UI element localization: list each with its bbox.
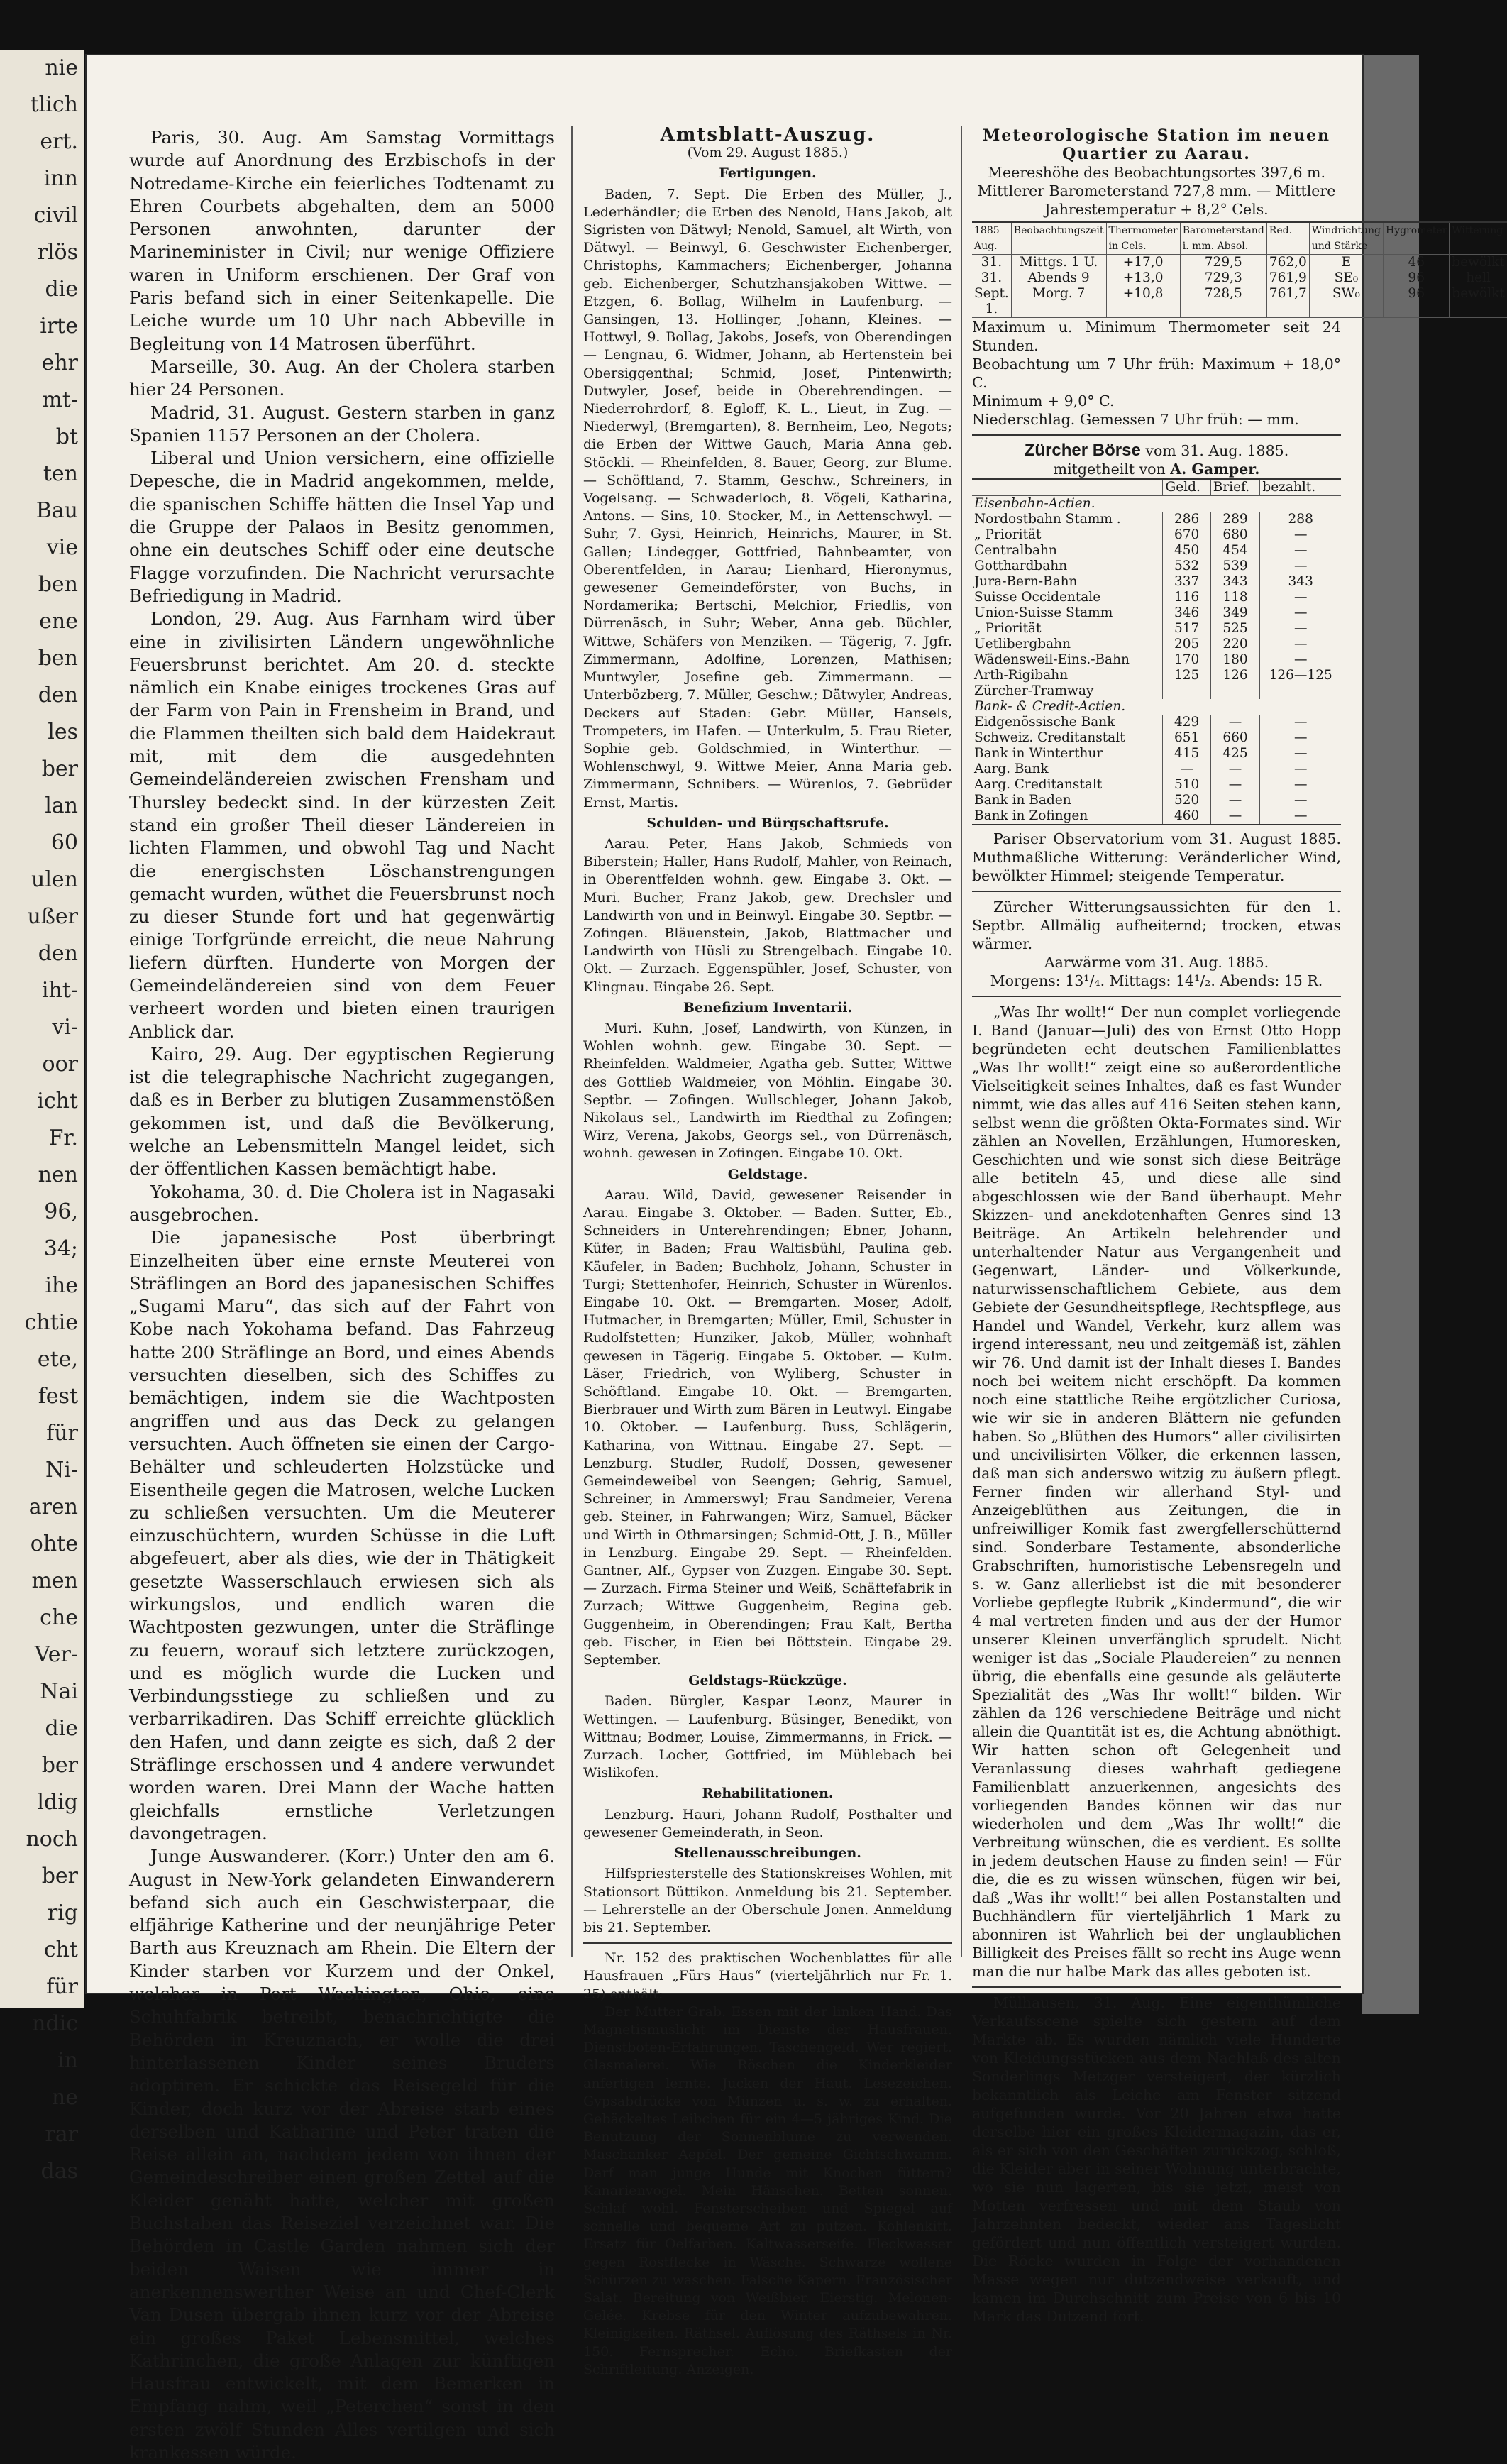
boerse-value: 220 — [1210, 637, 1260, 652]
met-cell: SE₀ — [1309, 270, 1383, 286]
margin-fragment: aren — [28, 1495, 78, 1519]
boerse-table — [972, 478, 1341, 825]
section-text: Muri. Kuhn, Josef, Landwirth, von Künzen, in Wohlen wohnh. gew. Eingabe 30. Sept. — Rheinfelden. Waldmeier, Agatha geb. Sutter, Wittwe des Gottlieb Waldmeier, von Möhlin. Eingabe 30. Septbr. — Zofingen. Wullschleger, Johann Jakob, Nikolaus sel., Landwirth im Riedthal zu Zofingen; Wirz, Verena, Jakobs, Georgs sel., von Dürrenäsch, wohnh. gewesen in Zofingen. Eingabe 10. Okt. — [583, 1020, 952, 1162]
margin-fragment: Ni- — [45, 1458, 78, 1483]
met-cell: 762,0 — [1266, 255, 1309, 271]
boerse-value: 429 — [1163, 715, 1210, 730]
margin-fragment: cht — [43, 1937, 78, 1962]
margin-fragment: icht — [37, 1089, 78, 1113]
margin-fragment: noch — [26, 1827, 78, 1852]
boerse-security-name: Eidgenössische Bank — [974, 715, 1115, 730]
column-divider-1 — [571, 126, 573, 1957]
margin-fragment: den — [38, 941, 78, 966]
boerse-value: 116 — [1163, 590, 1210, 605]
boerse-group-label: Bank- & Credit-Actien. — [974, 699, 1126, 714]
margin-fragment: rlös — [37, 240, 78, 265]
margin-fragment: ber — [41, 1864, 78, 1888]
section-heading: Stellenausschreibungen. — [674, 1845, 861, 1861]
boerse-header-cell — [972, 479, 1163, 496]
met-footer-line: Minimum + 9,0° C. — [972, 392, 1115, 409]
boerse-security-name: Aarg. Bank — [974, 761, 1049, 776]
boerse-security-name: Gotthardbahn — [974, 559, 1068, 573]
boerse-value: 454 — [1210, 543, 1260, 559]
boerse-value: — — [1260, 715, 1341, 730]
met-footer-line: Niederschlag. Gemessen 7 Uhr früh: — mm. — [972, 411, 1299, 428]
boerse-row — [972, 559, 1341, 574]
boerse-value: 125 — [1163, 668, 1210, 683]
margin-fragment: Ver- — [34, 1642, 78, 1667]
review-was-ihr-wollt: „Was Ihr wollt!“ Der nun complet vorliegende I. Band (Januar—Juli) des von Ernst Otto Hopp begründeten echt deutschen Familienblattes „Was Ihr wollt!“ zeigt eine so außerordentliche Vielseitigkeit seines Inhaltes, daß es fast Wunder nimmt, wie das alles auf 416 Seiten stehen kann, selbst wenn die größten Okta-Formates sind. Wir zählen an Novellen, Erzählungen, Humoresken, Geschichten und wie sonst sich diese Beiträge alle betiteln 45, und diese alle sind abgeschlossen wie der Band überhaupt. Mehr Skizzen- und anekdotenhaften Genres sind 13 Beiträge. An Artikeln belehrender und unterhaltender Natur aus Vergangenheit und Gegenwart, Länder- und Völkerkunde, naturwissenschaftlichem Gebiete, aus dem Gebiete der Gesundheitspflege, Rechtspflege, aus Handel und Wandel, Verkehr, kurz allem was irgend interessant, neu und zeitgemäß ist, zählen wir 76. Und damit ist der Inhalt dieses I. Bandes noch bei weitem nicht erschöpft. Da kommen noch eine stattliche Reihe ergötzlicher Curiosa, wie wir sie in anderen Blättern nie gefunden haben. So „Blüthen des Humors“ aller civilisirten und uncivilisirten Völker, die erkennen lassen, daß man sich anderswo witzig zu äußern pflegt. Ferner finden wir allerhand Styl- und Anzeigeblüthen aus Zeitungen, die in unfreiwilliger Komik fast zwergfellerschütternd sind. Sonderbare Testamente, absonderliche Grabschriften, humoristische Lebensregeln und s. w. Ganz allerliebst ist die mit besonderer Vorliebe gepflegte Rubrik „Kindermund“, die wir 4 mal vertreten finden und aus der der Humor unserer Kleinen unverfänglich sprudelt. Nicht weniger ist das „Sociale Plaudereien“ zu nennen übrig, die ebenfalls eine gesunde als geläuterte Spezialität des „Was Ihr wollt!“ bilden. Wir zählen da 126 verschiedene Beiträge und nicht allein die Quantität ist es, die Achtung abnöthigt. Wir hatten schon oft Gelegenheit und Veranlassung dieses wahrhaft gediegene Familienblatt anzuerkennen, angesichts des vorliegenden Bandes können wir das nur wiederholen und dem „Was Ihr wollt!“ die Verbreitung wünschen, die es verdient. Es sollte in jedem deutschen Hause zu finden sein! — Für die, die es zu wissen wünschen, fügen wir bei, daß „Was ihr wollt!“ bei allen Postanstalten und Buchhändlern für vierteljährlich 1 Mark zu abonniren ist Wahrlich bei der unglaublichen Billigkeit des Preises fällt so recht ins Auge wenn man die nur halbe Mark das alles geboten ist. — [972, 1003, 1341, 1980]
section-text: Aarau. Wild, David, gewesener Reisender in Aarau. Eingabe 3. Oktober. — Baden. Sutter, Eb., Schneiders in Unterehrendingen; Ebner, Johann, Küfer, in Baden; Frau Waltisbühl, Paulina geb. Käufeler, in Baden; Buchholz, Johann, Schuster in Turgi; Stettenhofer, Heinrich, Schuster in Würenlos. Eingabe 10. Okt. — Bremgarten. Moser, Adolf, Hutmacher, in Bremgarten; Müller, Emil, Schuster in Rudolfstetten; Hunziker, Jakob, Müller, wohnhaft gewesen in Tägerig. Eingabe 5. Oktober. — Kulm. Läser, Friedrich, von Wyliberg, Schuster in Schöftland. Eingabe 10. Okt. — Bremgarten, Bierbrauer und Wirth zum Bären in Leutwyl. Eingabe 10. Oktober. — Laufenburg. Buss, Schlägerin, Katharina, von Wittnau. Eingabe 27. Sept. — Lenzburg. Studler, Rudolf, Dossen, gewesener Gemeindeweibel von Seengen; Gehrig, Samuel, Schreiner, in Ammerswyl; Frau Sandmeier, Verena geb. Steiner, in Fahrwangen; Wirz, Samuel, Bäcker und Wirth in Othmarsingen; Schmid-Ott, J. B., Müller in Lenzburg. Eingabe 29. Sept. — Rheinfelden. Gantner, Alf., Gypser von Zuzgen. Eingabe 30. Sept. — Zurzach. Firma Steiner und Weiß, Schäftefabrik in Zurzach; Wittwe Guggenheim, Regina geb. Guggenheim, in Oberendingen; Frau Kalt, Bertha geb. Fischer, in Eien bei Böttstein. Eingabe 29. September. — [583, 1187, 952, 1668]
aarwaerme-text: Morgens: 13¹/₄. Mittags: 14¹/₂. Abends: 15 R. — [990, 972, 1323, 989]
article-paragraph: Liberal und Union versichern, eine offizielle Depesche, die in Madrid angekommen, melde, die spanischen Schiffe hätten die Insel Yap und die Gruppe der Palaos in Besitz genommen, ohne ein deutsches Schiff oder eine deutsche Flagge vorzufinden. Die Nachricht verursachte Befriedigung in Madrid. — [129, 448, 555, 606]
boerse-row — [972, 808, 1341, 825]
divider — [972, 996, 1341, 997]
margin-fragment: 60 — [50, 830, 78, 855]
boerse-row — [972, 637, 1341, 652]
boerse-security-name: Uetlibergbahn — [974, 637, 1071, 651]
met-cell: +17,0 — [1106, 255, 1180, 271]
met-cell: 31. — [981, 255, 1003, 270]
left-page-margin-strip — [0, 50, 84, 2184]
met-cell: 728,5 — [1180, 286, 1266, 318]
met-footer — [972, 318, 1341, 429]
boerse-security-name: Bank in Zofingen — [974, 808, 1088, 823]
divider — [583, 1942, 952, 1944]
met-cell: 761,9 — [1266, 270, 1309, 286]
boerse-value — [1210, 683, 1260, 699]
article-paragraph: Die japanesische Post überbringt Einzelheiten über eine ernste Meuterei von Sträflingen an Bord des japanesischen Schiffes „Sugami Maru“, das sich auf der Fahrt von Kobe nach Yokohama befand. Das Fahrzeug hatte 200 Sträflinge an Bord, und eines Abends versuchten dieselben, sich des Schiffes zu bemächtigen, indem sie die Wachtposten angriffen und aus das Deck zu gelangen versuchten. Auch öffneten sie einen der Cargo-Behälter und schleuderten Holzstücke und Eisentheile gegen die Matrosen, welche Lucken zu schließen versuchten. Um die Meuterer einzuschüchtern, wurden Schüsse in die Luft abgefeuert, aber als dies, wie der in Thätigkeit gesetzte Wasserschlauch erwiesen sich als wirkungslos, und endlich waren die Wachtposten gezwungen, unter die Sträflinge zu feuern, worauf sich letztere zurückzogen, und es möglich wurde die Lucken und Verbindungsstiege zu schließen und zu verbarrikadiren. Das Schiff erreichte glücklich den Hafen, und dann zeigte es sich, daß 2 der Sträflinge erschossen und 4 andere verwundet worden waren. Drei Mann der Wache hatten gleichfalls ernstliche Verletzungen davongetragen. — [129, 1227, 555, 1844]
column-divider-2 — [961, 126, 962, 1957]
boerse-security-name: Schweiz. Creditanstalt — [974, 730, 1125, 745]
boerse-row — [972, 621, 1341, 637]
margin-fragment: ert. — [40, 129, 78, 154]
boerse-value: — — [1210, 761, 1260, 777]
boerse-row — [972, 527, 1341, 543]
margin-fragment: inn — [43, 166, 78, 191]
margin-fragment: ten — [43, 461, 78, 486]
amtsblatt-title: Amtsblatt-Auszug. — [660, 124, 876, 145]
boerse-value: — — [1210, 715, 1260, 730]
boerse-value: — — [1260, 730, 1341, 746]
boerse-value: 346 — [1163, 605, 1210, 621]
margin-fragment: bt — [55, 424, 78, 449]
amtsblatt-sections — [583, 165, 952, 1937]
aarwaerme-title: Aarwärme vom 31. Aug. 1885. — [1044, 954, 1269, 971]
amtsblatt-date: (Vom 29. August 1885.) — [687, 145, 849, 161]
margin-fragment: Nai — [40, 1679, 78, 1704]
margin-fragment: Fr. — [48, 1126, 78, 1150]
met-cell: Morg. 7 — [1011, 286, 1106, 318]
section-text: Baden, 7. Sept. Die Erben des Müller, J., Lederhändler; die Erben des Nenold, Hans Jakob, alt Sigristen von Dätwyl; Nenold, Samuel, alt Wirth, von Dätwyl. — Beinwyl, 6. Geschwister Eichenberger, Christophs, Kammachers; Eichenberger, Johanna geb. Eichenberger, Schutzhansjakoben Wittwe. — Etzgen, 6. Bollag, Wilhelm in Laufenburg. — Gansingen, 13. Hollinger, Johann, Kleines. — Hottwyl, 9. Bollag, Jakobs, Josefs, von Oberendingen — Lengnau, 6. Widmer, Johann, ab Hertenstein bei Obersiggenthal; Schmid, Josef, Pintenwirth; Dutwyler, Josef, beide in Oberehrendingen. — Niederrohrdorf, 8. Egloff, K. L., Lieut, in Zug. — Niederwyl, (Bremgarten), 8. Bernheim, Leo, Negots; die Erben der Wittwe Gauch, Maria Anna geb. Stöckli. — Rheinfelden, 8. Bauer, Georg, zur Blume. — Schöftland, 7. Stamm, Geschw., Schreiners, in Vogelsang. — Schwaderloch, 8. Vögeli, Katharina, Antons. — Sins, 10. Stocker, M., in Aettenschwyl. — Suhr, 7. Gysi, Heinrich, Heinrichs, Maurer, in St. Gallen; Lindegger, Gottfried, Bahnbeamter, von Oberentfelden, in Aarau; Lienhard, Hieronymus, gewesener Gemeindeförster, von Buchs, in Nordamerika; Bertschi, Melchior, Friedlis, von Dürrenäsch, in Suhr; Weber, Anna geb. Büchler, Wittwe, Schäfers von Menziken. — Tägerig, 7. Jgfr. Zimmermann, Adolfine, Lorenzen, Mathisen; Muntwyler, Josefine geb. Zimmermann. — Unterbözberg, 7. Müller, Geschw.; Dätwyler, Andreas, Deckers auf Staden: Gebr. Müller, Hansels, Trompeters, im Hafen. — Unterkulm, 5. Frau Rieter, Sophie geb. Goldschmied, in Winterthur. — Wohlenschwyl, 9. Wittwe Meier, Anna Maria geb. Zimmermann, Schnibers. — Würenlos, 7. Gebrüder Ernst, Martis. — [583, 186, 952, 810]
boerse-byline — [972, 460, 1341, 478]
met-footer-line: Maximum u. Minimum Thermometer seit 24 Stunden. — [972, 319, 1341, 354]
boerse-row — [972, 793, 1341, 808]
boerse-value: 460 — [1163, 808, 1210, 825]
boerse-value: — — [1210, 808, 1260, 825]
met-header-cell: Beobachtungszeit — [1011, 222, 1106, 255]
margin-fragment: das — [40, 2159, 78, 2184]
muelhausen-article: Mülhausen, 31. Aug. Eine eigenthümliche Verkaufsscene spielte sich gestern auf dem Markte ab. Es wurden nämlich viele Hunderte von Kleidungsstücken aus dem Nachlaß des alten Sonderlings Metzger versteigert, der kürzlich bekanntlich als Leiche am Fenster sitzend aufgefunden wurde. Vor 20 Jahren etwa hatte derselbe hier ein großes Kleidermagazin, das er, als er sich von den Geschäften zurückzog, schloß, die Kleider aber in seiner Wohnung unterbrachte, wo sie nun lagerten, bis sie jetzt, meist von Motten verfressen und mit dem Staub von Jahrzehnten bedeckt, wieder ans Tageslicht gefördert und nun öffentlich versteigert wurden. Die Röcke wurden in Folge der vorhandenen Masse wegen nur dutzendweise verkauft, und kamen im Durchschnitt zum Preise von 6 bis 10 Mark das Dutzend fort. — [972, 1994, 1341, 2325]
margin-fragment: ben — [38, 572, 78, 597]
boerse-security-name: Nordostbahn Stamm . — [974, 512, 1121, 527]
article-paragraph: London, 29. Aug. Aus Farnham wird über eine in zivilisirten Ländern ungewöhnliche Feuersbrunst berichtet. Am 20. d. steckte nämlich ein Knabe einiges trockenes Gras auf der Farm von Pain in Frensheim in Brand, und die Flammen theilten sich bald dem Haidekraut mit, mit dem die ausgedehnten Gemeindeländereien zwischen Frensham und Thursley bedeckt sind. In der kürzesten Zeit stand ein großer Theil dieser Ländereien in lichten Flammen, und obwohl Tag und Nacht die energischsten Löschanstrengungen gemacht wurden, wüthet die Feuersbrunst noch zu dieser Stunde fort und hat gegenwärtig einige Torfgründe erreicht, die neue Nahrung liefern dürften. Hunderte von Morgen der Gemeindeländereien sind von dem Feuer verheert worden und bieten einen traurigen Anblick dar. — [129, 608, 555, 1042]
boerse-value: 520 — [1163, 793, 1210, 808]
article-paragraph: Kairo, 29. Aug. Der egyptischen Regierung ist die telegraphische Nachricht zugegangen, daß es in Berber zu blutigen Zusammenstößen gekommen ist, und daß die Bevölkerung, welche an Lebensmitteln Mangel leidet, sich der öffentlichen Kassen bemächtigt habe. — [129, 1043, 555, 1179]
margin-fragment: ulen — [31, 867, 78, 892]
newspaper-page — [87, 55, 1505, 2463]
boerse-header-cell: Brief. — [1210, 479, 1260, 496]
section-heading: Geldstags-Rückzüge. — [688, 1673, 847, 1689]
boerse-value: 450 — [1163, 543, 1210, 559]
boerse-group-label: Eisenbahn-Actien. — [974, 496, 1095, 511]
boerse-value: 180 — [1210, 652, 1260, 668]
boerse-row — [972, 652, 1341, 668]
margin-fragment: die — [45, 277, 78, 302]
section-text: Aarau. Peter, Hans Jakob, Schmieds von Biberstein; Haller, Hans Rudolf, Mahler, von Reinach, in Oberentfelden wohnh. gew. Eingabe 3. Okt. — Muri. Bucher, Franz Jakob, gew. Drechsler und Landwirth von und in Beinwyl. Eingabe 30. Septbr. — Zofingen. Bläuenstein, Jakob, Blattmacher und Landwirth von Hüsli zu Strengelbach. Eingabe 10. Okt. — Zurzach. Eggenspühler, Josef, Schuster, von Klingnau. Eingabe 26. Sept. — [583, 835, 952, 995]
met-cell: Sept. 1. — [974, 286, 1009, 317]
boerse-security-name: Zürcher-Tramway — [974, 683, 1094, 698]
boerse-date: vom 31. Aug. 1885. — [1145, 442, 1289, 459]
boerse-security-name: „ Priorität — [974, 527, 1042, 542]
boerse-value: — — [1260, 543, 1341, 559]
boerse-value: — — [1260, 808, 1341, 825]
boerse-value: 337 — [1163, 574, 1210, 590]
margin-fragment: iht- — [41, 978, 78, 1003]
article-paragraph: Paris, 30. Aug. Am Samstag Vormittags wurde auf Anordnung des Erzbischofs in der Notredame-Kirche ein feierliches Todtenamt zu Ehren Courbets abgehalten, dem an 5000 Personen anwohnten, darunter der Marineminister in Civil; nur wenige Offiziere waren in Uniform erschienen. Der Graf von Paris befand sich in einer Seitenkapelle. Die Leiche wurde um 10 Uhr nach Abbeville in Begleitung von 14 Matrosen überführt. — [129, 127, 555, 354]
section-heading: Schulden- und Bürgschaftsrufe. — [646, 815, 889, 831]
boerse-security-name: Union-Suisse Stamm — [974, 605, 1113, 620]
met-cell: bewölkt — [1450, 286, 1507, 318]
boerse-value: 286 — [1163, 512, 1210, 527]
boerse-row — [972, 668, 1341, 683]
boerse-value: 532 — [1163, 559, 1210, 574]
section-heading: Benefizium Inventarii. — [683, 999, 853, 1016]
boerse-value: 126—125 — [1260, 668, 1341, 683]
boerse-value: 517 — [1163, 621, 1210, 637]
met-cell: +13,0 — [1106, 270, 1180, 286]
byline-label: mitgetheilt von — [1053, 461, 1166, 478]
boerse-value: 660 — [1210, 730, 1260, 746]
margin-fragment: ihe — [45, 1273, 78, 1298]
section-heading: Rehabilitationen. — [702, 1786, 834, 1802]
met-line-2: Mittlerer Barometerstand 727,8 mm. — Mittlere Jahrestemperatur + 8,2° Cels. — [977, 182, 1336, 218]
boerse-row — [972, 777, 1341, 793]
met-cell: 761,7 — [1266, 286, 1309, 318]
section-heading: Fertigungen. — [719, 165, 817, 182]
byline-name: A. Gamper. — [1170, 461, 1260, 478]
margin-fragment: lan — [45, 793, 78, 818]
boerse-value: 126 — [1210, 668, 1260, 683]
boerse-value: — — [1260, 605, 1341, 621]
boerse-value: 510 — [1163, 777, 1210, 793]
margin-fragment: men — [31, 1568, 78, 1593]
pariser-observatorium: Pariser Observatorium vom 31. August 1885. Muthmaßliche Witterung: Veränderlicher Wind, bewölkter Himmel; steigende Temperatur. — [972, 830, 1341, 884]
margin-fragment: mt- — [42, 387, 78, 412]
boerse-value: 525 — [1210, 621, 1260, 637]
boerse-value: — — [1260, 637, 1341, 652]
margin-fragment: ldig — [37, 1790, 78, 1815]
met-cell: E — [1309, 255, 1383, 271]
boerse-row — [972, 574, 1341, 590]
margin-fragment: für — [46, 1974, 78, 1999]
boerse-value: — — [1260, 761, 1341, 777]
margin-fragment: rig — [47, 1901, 78, 1925]
boerse-value: 343 — [1260, 574, 1341, 590]
boerse-security-name: Wädensweil-Eins.-Bahn — [974, 652, 1130, 667]
boerse-value: 289 — [1210, 512, 1260, 527]
boerse-value: — — [1260, 527, 1341, 543]
boerse-value: — — [1210, 793, 1260, 808]
section-heading: Geldstage. — [727, 1166, 808, 1182]
met-header-cell: Hygrometer — [1384, 222, 1450, 255]
margin-fragment: les — [48, 720, 78, 744]
ad-lead: Nr. 152 des praktischen Wochenblattes für alle Hausfrauen „Fürs Haus“ (vierteljährlich nur Fr. 1. 25) enthält: — [583, 1950, 952, 2002]
boerse-value: 118 — [1210, 590, 1260, 605]
met-cell: 729,3 — [1180, 270, 1266, 286]
boerse-value: — — [1210, 777, 1260, 793]
boerse-row — [972, 512, 1341, 527]
met-header-cell: Red. — [1266, 222, 1309, 255]
boerse-value: — — [1260, 746, 1341, 761]
boerse-header-cell: Geld. — [1163, 479, 1210, 496]
met-station-title: Meteorologische Station im neuen Quartier zu Aarau. — [982, 126, 1331, 163]
boerse-value: — — [1260, 559, 1341, 574]
boerse-value: 349 — [1210, 605, 1260, 621]
margin-fragment: vie — [46, 535, 78, 560]
boerse-row — [972, 761, 1341, 777]
margin-fragment: ndic — [32, 2011, 78, 2036]
boerse-value: — — [1260, 777, 1341, 793]
boerse-security-name: Aarg. Creditanstalt — [974, 777, 1103, 792]
boerse-header-cell: bezahlt. — [1260, 479, 1341, 496]
met-cell: 96 — [1384, 286, 1450, 318]
margin-fragment: irte — [40, 314, 78, 339]
zuercher-witterung: Zürcher Witterungsaussichten für den 1. Septbr. Allmälig aufheiternd; trocken, etwas wärmer. — [972, 898, 1341, 952]
article-paragraph: Junge Auswanderer. (Korr.) Unter den am 6. August in New-York gelandeten Einwanderern befand sich auch ein Geschwisterpaar, die elfjährige Katherine und der neunjährige Peter Barth aus Kreuznach am Rhein. Die Eltern der Kinder starben vor Kurzem und der Onkel, welcher in Port Washington, Ohio, eine Schuhfabrik betreibt, benachrichtigte die Behörden in Kreuznach, er wolle die drei hinterlassenen Kinder seines Bruders adoptiren. Er schickte das Reisegeld für die Kinder, doch kurz vor der Abreise starb eines derselben und Katharine und Peter traten die Reise allein an, nachdem jedem von ihnen der Gemeindeschreiber einen großen Zettel auf die Kleider genäht hatte, welcher mit großen Buchstaben das Reiseziel verzeichnet war. Die Behörden in Castle Garden nahmen sich der beiden Waisen wie immer in anerkennenswerther Weise an und Chef-Clerk Van Dusen übergab ihnen kurz vor der Abreise ein großes Paket Lebensmittel, welches Kathrinchen, die große Anlagen zur künftigen Hausfrau entwickelt, mit dem Bemerken in Empfang nahm, weil „Peterchen“ sonst in den ersten zwölf Stunden Alles vertilgen und sich krankessen würde. — [129, 1846, 555, 2463]
met-row — [972, 255, 1507, 271]
divider — [972, 891, 1341, 892]
margin-fragment: ber — [41, 757, 78, 781]
boerse-value: 425 — [1210, 746, 1260, 761]
boerse-value: 205 — [1163, 637, 1210, 652]
margin-fragment: ne — [51, 2085, 78, 2110]
section-text: Baden. Bürgler, Kaspar Leonz, Maurer in Wettingen. — Laufenburg. Büsinger, Benedikt, von Wittnau; Bodmer, Louise, Zimmermanns, in Frick. — Zurzach. Locher, Gottfried, im Mühlebach bei Wislikofen. — [583, 1693, 952, 1781]
met-cell: 96 — [1384, 270, 1450, 286]
margin-fragment: für — [46, 1421, 78, 1446]
met-cell: +10,8 — [1106, 286, 1180, 318]
boerse-row — [972, 543, 1341, 559]
article-paragraph: Yokohama, 30. d. Die Cholera ist in Nagasaki ausgebrochen. — [129, 1181, 555, 1225]
met-row — [972, 270, 1507, 286]
margin-fragment: in — [57, 2048, 78, 2073]
boerse-value — [1163, 683, 1210, 699]
margin-fragment: 96, — [44, 1199, 78, 1224]
boerse-value: 170 — [1163, 652, 1210, 668]
met-cell: 31. — [981, 270, 1003, 285]
margin-fragment: ehr — [41, 351, 78, 375]
margin-fragment: 34; — [43, 1236, 78, 1261]
boerse-value: — — [1163, 761, 1210, 777]
met-table — [972, 221, 1507, 318]
boerse-value — [1260, 683, 1341, 699]
boerse-value: 343 — [1210, 574, 1260, 590]
margin-fragment: vi- — [52, 1015, 78, 1040]
met-cell: Abends 9 — [1011, 270, 1106, 286]
boerse-security-name: „ Priorität — [974, 621, 1042, 636]
met-cell: 729,5 — [1180, 255, 1266, 271]
met-cell: 46 — [1384, 255, 1450, 271]
section-text: Hilfspriesterstelle des Stationskreises Wohlen, mit Stationsort Büttikon. Anmeldung bis 21. September. — Lehrerstelle an der Oberschule Jonen. Anmeldung bis 21. September. — [583, 1866, 952, 1935]
margin-fragment: che — [40, 1605, 78, 1630]
article-paragraph: Marseille, 30. Aug. An der Cholera starben hier 24 Personen. — [129, 356, 555, 400]
margin-fragment: ußer — [27, 904, 78, 929]
met-line-1: Meereshöhe des Beobachtungsortes 397,6 m. — [988, 164, 1325, 181]
met-row — [972, 286, 1507, 318]
met-header-cell: 1885 Aug. — [972, 222, 1011, 255]
boerse-security-name: Suisse Occidentale — [974, 590, 1101, 605]
margin-fragment: ene — [39, 609, 78, 634]
section-text: Lenzburg. Hauri, Johann Rudolf, Posthalter und gewesener Gemeinderath, in Seon. — [583, 1806, 952, 1840]
boerse-value: 670 — [1163, 527, 1210, 543]
margin-fragment: Bau — [35, 498, 78, 523]
met-header-cell: Thermometer in Cels. — [1106, 222, 1180, 255]
met-header-cell: Barometerstand i. mm. Absol. — [1180, 222, 1266, 255]
margin-fragment: nie — [45, 55, 78, 80]
margin-fragment: ohte — [30, 1531, 78, 1556]
margin-fragment: rar — [45, 2122, 78, 2147]
boerse-value: — — [1260, 590, 1341, 605]
margin-fragment: die — [45, 1716, 78, 1741]
met-header-cell: Windrichtung und Stärke — [1309, 222, 1383, 255]
right-page-edge — [1362, 55, 1419, 2014]
met-cell: bewölkt — [1450, 255, 1507, 271]
boerse-heading — [972, 441, 1341, 460]
divider — [972, 1986, 1341, 1988]
divider — [972, 434, 1341, 436]
column-2-amtsblatt — [583, 126, 952, 2379]
margin-fragment: ete, — [37, 1347, 78, 1372]
boerse-value: 288 — [1260, 512, 1341, 527]
boerse-value: 680 — [1210, 527, 1260, 543]
boerse-security-name: Bank in Winterthur — [974, 746, 1103, 761]
boerse-value: 651 — [1163, 730, 1210, 746]
boerse-row — [972, 590, 1341, 605]
boerse-value: — — [1260, 793, 1341, 808]
boerse-security-name: Centralbahn — [974, 543, 1057, 558]
margin-fragment: oor — [42, 1052, 78, 1077]
column-3 — [972, 126, 1505, 2326]
boerse-row — [972, 730, 1341, 746]
boerse-value: — — [1260, 621, 1341, 637]
margin-fragment: den — [38, 683, 78, 708]
margin-fragment: ben — [38, 646, 78, 671]
margin-fragment: ber — [41, 1753, 78, 1778]
margin-fragment: chtie — [24, 1310, 78, 1335]
article-paragraph: Madrid, 31. August. Gestern starben in ganz Spanien 1157 Personen an der Cholera. — [129, 402, 555, 446]
boerse-security-name: Arth-Rigibahn — [974, 668, 1069, 683]
met-cell: Mittgs. 1 U. — [1011, 255, 1106, 271]
boerse-row — [972, 746, 1341, 761]
met-footer-line: Beobachtung um 7 Uhr früh: Maximum + 18,0° C. — [972, 356, 1341, 391]
margin-fragment: tlich — [30, 92, 78, 117]
boerse-value: 415 — [1163, 746, 1210, 761]
boerse-row — [972, 683, 1341, 699]
met-cell: hell — [1450, 270, 1507, 286]
margin-fragment: fest — [38, 1384, 78, 1409]
ad-text: Der Mutter Grab. Essen mit der linken Hand. Das Magnetismuslicht im Dienste der Hausfrauen. Dienstboten-Erfahrungen. Taschengeld. Wer regiert. Glasmalerei. Wie Röschen die Kinderkleider anfertigen lernte. Jucken der Haut. Lesezeichen. Gypsabdrücke von Münzen u. s. w. zu erhalten. Gebäckeltes Leibchen für ein 4—5 jähriges Kind. Die Benutzung der Sonnenblume zu verwenden. Maschanker Aepfel. Der gemeine Gichtschwamm. Darf man junge Hunde mit Knochen füttern? Kanarienvogel. Mein Hänschen. Betten sonnen. Schlaf wohl. Fensterscheiben und Spiegel auf schnelle und bequeme Art zu putzen. Kohlenkitt. Ersatz für Oelfarben. Kaltwasserseife. Fleckwasser gegen Rostflecke in Wäsche. Schwarze wollene Schürzen zu waschen. Falsche Kapern. Französischer Salat. Bereitung von Weißbier. Eierstig. Melonen-Gelée. Krebse für den Winter aufzubewahren. Kleinigkeiten. Räthsel. Auflösung des Räthsels in Nr. 150. Fernsprecher. Echo. Briefkasten der Schriftleitung. Anzeigen. — [583, 2003, 952, 2377]
margin-fragment: civil — [33, 203, 78, 228]
met-cell: SW₀ — [1309, 286, 1383, 318]
boerse-row — [972, 605, 1341, 621]
boerse-title: Zürcher Börse — [1024, 441, 1141, 460]
boerse-security-name: Jura-Bern-Bahn — [974, 574, 1078, 589]
margin-fragment: nen — [38, 1162, 78, 1187]
met-header-cell: Witterung — [1450, 222, 1507, 255]
boerse-security-name: Bank in Baden — [974, 793, 1071, 808]
boerse-value: — — [1260, 652, 1341, 668]
column-1 — [129, 126, 555, 2464]
boerse-row — [972, 715, 1341, 730]
boerse-value: 539 — [1210, 559, 1260, 574]
